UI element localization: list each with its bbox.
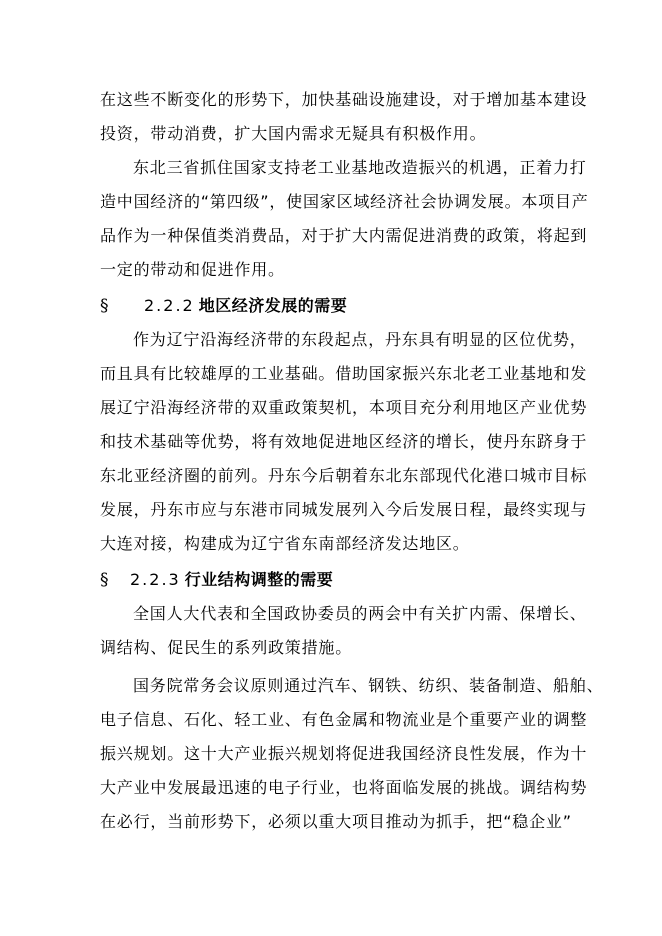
paragraph-line: 投资，带动消费，扩大国内需求无疑具有积极作用。 xyxy=(100,124,487,143)
section-heading xyxy=(100,296,570,316)
paragraph-line: 而且具有比较雄厚的工业基础。借助国家振兴东北老工业基地和发 xyxy=(100,364,588,383)
paragraph-line: 品作为一种保值类消费品，对于扩大内需促进消费的政策，将起到 xyxy=(100,226,588,245)
paragraph-line: 大产业中发展最迅速的电子行业，也将面临发展的挑战。调结构势 xyxy=(100,778,588,797)
section-number: 2.2.2 xyxy=(144,296,195,315)
paragraph-line: 作为辽宁沿海经济带的东段起点，丹东具有明显的区位优势， xyxy=(133,330,587,349)
paragraph-line: 发展，丹东市应与东港市同城发展列入今后发展日程，最终实现与 xyxy=(100,500,588,519)
paragraph-line: 东北亚经济圈的前列。丹东今后朝着东北东部现代化港口城市目标 xyxy=(100,466,588,485)
paragraph-line: 在必行，当前形势下，必须以重大项目推动为抓手，把“稳企业” xyxy=(100,812,572,831)
paragraph-line: 造中国经济的“第四级”，使国家区域经济社会协调发展。本项目产 xyxy=(100,192,589,211)
section-heading xyxy=(100,570,570,590)
paragraph-line: 和技术基础等优势，将有效地促进地区经济的增长，使丹东跻身于 xyxy=(100,432,588,451)
section-title: 行业结构调整的需要 xyxy=(184,570,334,589)
paragraph-line: 展辽宁沿海经济带的双重政策契机，本项目充分利用地区产业优势 xyxy=(100,398,588,417)
paragraph-line: 国务院常务会议原则通过汽车、钢铁、纺织、装备制造、船舶、 xyxy=(133,676,604,695)
paragraph-line: 在这些不断变化的形势下，加快基础设施建设，对于增加基本建设 xyxy=(100,90,588,109)
paragraph-line: 一定的带动和促进作用。 xyxy=(100,260,285,279)
section-symbol: § xyxy=(100,570,109,590)
paragraph-line: 东北三省抓住国家支持老工业基地改造振兴的机遇，正着力打 xyxy=(133,158,587,177)
section-symbol: § xyxy=(100,296,109,316)
paragraph-line: 大连对接，构建成为辽宁省东南部经济发达地区。 xyxy=(100,534,470,553)
paragraph-line: 调结构、促民生的系列政策措施。 xyxy=(100,638,353,657)
section-title: 地区经济发展的需要 xyxy=(198,296,348,315)
paragraph-line: 全国人大代表和全国政协委员的两会中有关扩内需、保增长、 xyxy=(133,604,587,623)
section-number: 2.2.3 xyxy=(130,570,181,589)
paragraph-line: 振兴规划。这十大产业振兴规划将促进我国经济良性发展，作为十 xyxy=(100,744,588,763)
paragraph-line: 电子信息、石化、轻工业、有色金属和物流业是个重要产业的调整 xyxy=(100,710,588,729)
